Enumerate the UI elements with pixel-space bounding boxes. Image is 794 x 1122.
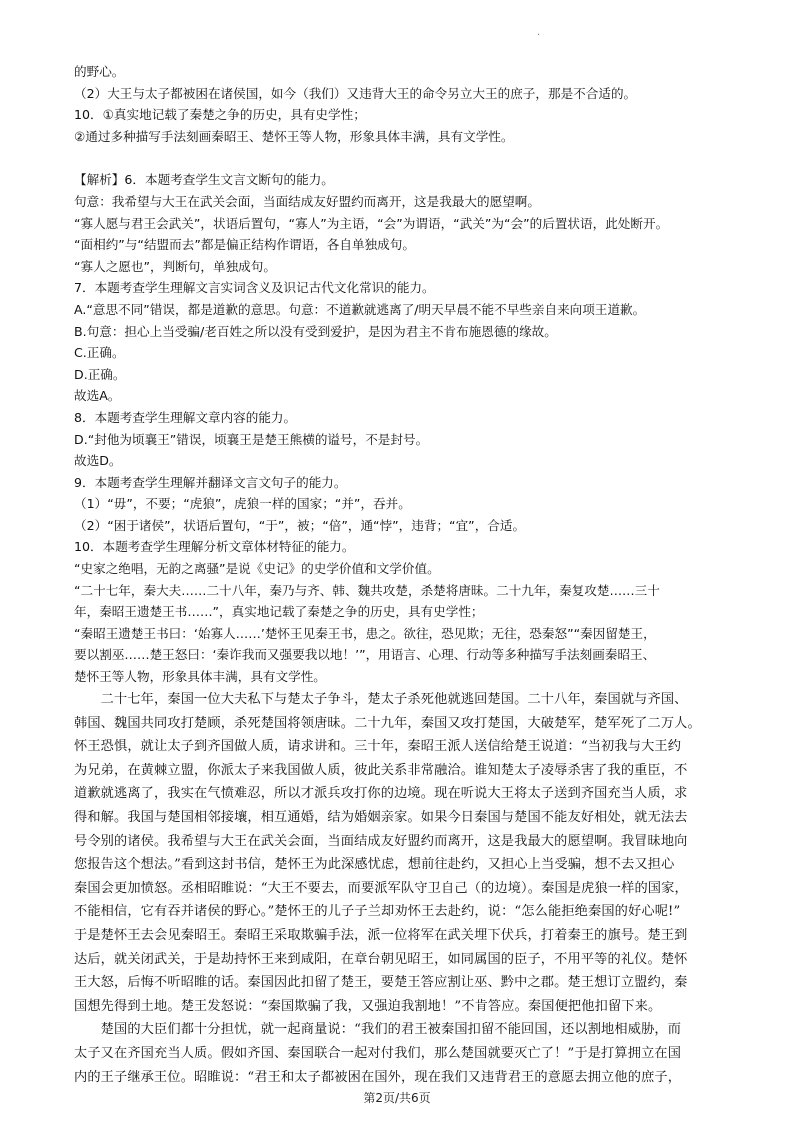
text-line: 的野心。 [74,64,125,79]
text-line: “史家之绝唱，无韵之离骚”是说《史记》的史学价值和文学价值。 [74,561,440,577]
page-number: 第2页/共6页 [363,1091,431,1105]
text-line: 楚怀王等人物，形象具体丰满，具有文学性。 [74,669,326,685]
text-line: 7．本题考查学生理解文言实词含义及识记古代文化常识的能力。 [74,280,435,296]
translation-line: 于是楚怀王去会见秦昭王。秦昭王采取欺骗手法，派一位将军在武关埋下伏兵，打着秦王的旗号。楚王到 [74,927,688,943]
translation-line: 二十七年，秦国一位大夫私下与楚太子争斗，楚太子杀死他就逃回楚国。二十八年，秦国就与齐国、 [74,692,688,707]
text-line: 8．本题考查学生理解文章内容的能力。 [74,409,297,425]
paragraph-gap [74,147,728,169]
translation-line: 内的王子继承王位。昭睢说：“君王和太子都被困在国外，现在我们又违背君王的意愿去拥立他的庶子， [74,1069,682,1085]
text-line: （2）大王与太子都被困在诸侯国，如今（我们）又违背大王的命令另立大王的庶子，那是不合适的。 [74,85,637,101]
text-line: “寡人之愿也”，判断句，单独成句。 [74,258,276,274]
text-line: 年，秦昭王遗楚王书……”，真实地记载了秦楚之争的历史，具有史学性； [74,604,484,620]
text-line: 要以割巫……楚王怒曰：‘秦诈我而又强要我以地！’”，用语言、心理、行动等多种描写手法刻画秦昭王、 [74,647,656,663]
translation-line: 不能相信，它有吞并诸侯的野心。”楚怀王的儿子子兰却劝怀王去赴约，说：“怎么能拒绝秦国的好心呢!” [74,904,681,920]
translation-line: 为兄弟，在黄棘立盟，你派太子来我国做人质，彼此关系非常融洽。谁知楚太子凌辱杀害了我的重臣，不 [74,762,688,778]
reference-translation-section [74,688,728,1089]
translation-line: 号令别的诸侯。我希望与大王在武关会面，当面结成友好盟约而离开，这是我最大的愿望啊。我冒昧地向 [74,833,688,849]
text-line: A.“意思不同”错误，都是道歉的意思。句意：不道歉就逃离了/明天早晨不能不早些亲自来向项王道歉。 [74,301,646,317]
translation-line: 您报告这个想法。”看到这封书信，楚怀王为此深感忧虑，想前往赴约，又担心上当受骗，想不去又担心 [74,857,675,873]
translation-line: 怀王恐惧，就让太子到齐国做人质，请求讲和。三十年，秦昭王派人送信给楚王说道：“当初我与大王约 [74,739,682,755]
text-line: （1）“毋”，不要；“虎狼”，虎狼一样的国家；“并”，吞并。 [74,496,411,512]
text-line: 故选D。 [74,453,122,469]
text-line: 句意：我希望与大王在武关会面，当面结成友好盟约而离开，这是我最大的愿望啊。 [74,193,540,209]
text-line: 【解析】6．本题考查学生文言文断句的能力。 [74,172,334,188]
translation-line: 道歉就逃离了，我实在气愤难忍，所以才派兵攻打你的边境。现在听说大王将太子送到齐国充当人质，求 [74,786,688,802]
text-line: “寡人愿与君王会武关”，状语后置句，“寡人”为主语，“会”为谓语，“武关”为“会”的后置状语，此处断开。 [74,215,669,231]
text-line: D.“封他为顷襄王”错误，顷襄王是楚王熊横的谥号，不是封号。 [74,431,429,447]
translation-line: 太子又在齐国充当人质。假如齐国、秦国联合一起对付我们，那么楚国就要灭亡了！”于是打算拥立在国 [74,1045,682,1061]
text-line: 9．本题考查学生理解并翻译文言文句子的能力。 [74,474,347,490]
text-line: 10．①真实地记载了秦楚之争的历史，具有史学性； [74,107,366,123]
translation-line: 达后，就关闭武关，于是劫持怀王来到咸阳，在章台朝见昭王，如同属国的臣子，不用平等的礼仪。楚怀 [74,951,688,967]
answer-analysis-section [74,61,728,688]
text-line: “面相约”与“结盟而去”都是偏正结构作谓语，各自单独成句。 [74,237,415,253]
text-line: “二十七年，秦大夫……二十八年，秦乃与齐、韩、魏共攻楚，杀楚将唐昧。二十九年，秦复攻楚……三十 [74,582,660,598]
text-line: C.正确。 [74,345,125,361]
translation-line: 得和解。我国与楚国相邻接壤，相互通婚，结为婚姻亲家。如果今日秦国与楚国不能友好相处，就无法去 [74,809,688,825]
text-line: D.正确。 [74,366,126,382]
translation-line: 国想先得到土地。楚王发怒说：“秦国欺骗了我，又强迫我割地！”不肯答应。秦国便把他扣留下来。 [74,998,662,1014]
translation-line: 楚国的大臣们都十分担忧，就一起商量说：“我们的君王被秦国扣留不能回国，还以割地相威胁，而 [74,1022,682,1038]
text-line: （2）“困于诸侯”，状语后置句，“于”，被；“倍”，通“悖”，违背；“宜”，合适。 [74,517,526,533]
text-line: ②通过多种描写手法刻画秦昭王、楚怀王等人物，形象具体丰满，具有文学性。 [74,128,514,144]
translation-line: 秦国会更加愤怒。丞相昭睢说：“大王不要去，而要派军队守卫自己（的边境）。秦国是虎狼一样的国家， [74,880,688,896]
text-line: 故选A。 [74,388,121,404]
translation-line: 王大怒，后悔不听昭睢的话。秦国因此扣留了楚王，要楚王答应割让巫、黔中之郡。楚王想订立盟约，秦 [74,975,688,991]
header-mark: · [537,30,541,41]
translation-line: 韩国、魏国共同攻打楚顾，杀死楚国将领唐昧。二十九年，秦国又攻打楚国，大破楚军，楚军死了二万人。 [74,715,701,731]
text-line: B.句意：担心上当受骗/老百姓之所以没有受到爱护，是因为君主不肯布施恩德的缘故。 [74,323,557,339]
text-line: “秦昭王遗楚王书曰：‘始寡人……’楚怀王见秦王书，患之。欲往，恐见欺；无往，恐秦怒”“秦因留楚王， [74,625,656,641]
text-line: 10．本题考查学生理解分析文章体材特征的能力。 [74,539,355,555]
